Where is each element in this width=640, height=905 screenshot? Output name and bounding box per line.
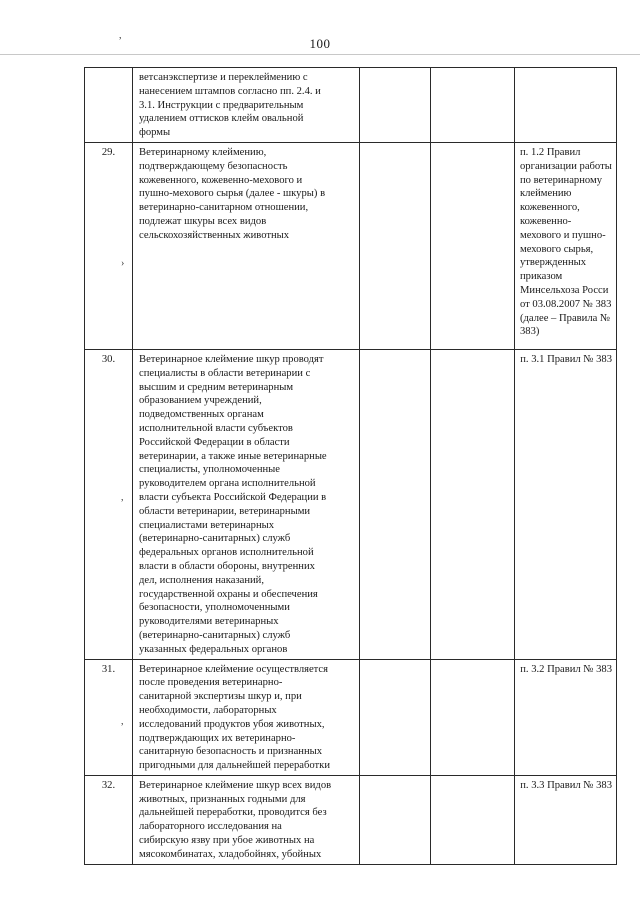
text-line: подтверждающих их ветеринарно- <box>139 732 296 744</box>
empty-cell <box>360 775 431 864</box>
text-line: 3.1. Инструкции с предварительным <box>139 99 304 111</box>
regulation-table <box>84 67 617 865</box>
text-line: Ветеринарное клеймение шкур всех видов <box>139 779 332 791</box>
reference-line: п. 3.3 Правил № 383 <box>520 779 612 791</box>
row-number-cell: 29. <box>85 142 133 349</box>
text-line: специалисты в области ветеринарии с <box>139 367 311 379</box>
scan-mark: , <box>121 492 124 503</box>
text-line: ветеринарии, а также иные ветеринарные <box>139 450 327 462</box>
reference-line: мехового и пушно- <box>520 229 606 241</box>
text-line: Ветеринарное клеймение осуществляется <box>139 663 329 675</box>
text-line: исследований продуктов убоя животных, <box>139 718 325 730</box>
empty-cell <box>431 659 515 775</box>
text-line: руководителем органа исполнительной <box>139 478 316 490</box>
text-line: исполнительной власти субъектов <box>139 422 293 434</box>
table-row <box>85 142 617 349</box>
empty-cell <box>431 142 515 349</box>
empty-cell <box>431 349 515 659</box>
text-line: необходимости, лабораторных <box>139 704 277 716</box>
reference-line: клеймению <box>520 188 572 200</box>
scan-mark: , <box>121 716 124 727</box>
reference-cell <box>515 659 617 775</box>
table-row-continuation <box>85 68 617 143</box>
empty-cell <box>360 349 431 659</box>
text-line: кожевенного, кожевенно-мехового и <box>139 174 303 186</box>
text-line: специалистами ветеринарных <box>139 519 275 531</box>
reference-line: от 03.08.2007 № 383 <box>520 298 612 310</box>
text-line: указанных федеральных органов <box>139 643 288 655</box>
text-line: специалисты, уполномоченные <box>139 464 280 476</box>
row-number-cell: 30. <box>85 349 133 659</box>
page-number: 100 <box>309 36 331 51</box>
table-row <box>85 349 617 659</box>
row-number-cell: 31. <box>85 659 133 775</box>
text-line: федеральных органов исполнительной <box>139 547 314 559</box>
requirement-text-cell <box>133 775 360 864</box>
reference-line: п. 3.1 Правил № 383 <box>520 353 612 365</box>
text-line: формы <box>139 127 171 139</box>
row-number-cell: 32. <box>85 775 133 864</box>
reference-line: (далее – Правила № <box>520 312 611 324</box>
reference-line: мехового сырья, <box>520 243 594 255</box>
scan-mark: , <box>119 30 122 41</box>
reference-line: 383) <box>520 326 540 338</box>
text-line: власти субъекта Российской Федерации в <box>139 491 327 503</box>
text-line: нанесением штампов согласно пп. 2.4. и <box>139 85 321 97</box>
reference-cell <box>515 68 617 143</box>
requirement-text-cell <box>133 349 360 659</box>
reference-line: п. 1.2 Правил <box>520 146 581 158</box>
reference-line: кожевенно- <box>520 215 572 227</box>
requirement-text-cell <box>133 68 360 143</box>
empty-cell <box>431 68 515 143</box>
text-line: санитарную безопасность и признанных <box>139 746 323 758</box>
text-line: дел, исполнения наказаний, <box>139 574 264 586</box>
reference-line: организации работы <box>520 160 612 172</box>
text-line: санитарной экспертизы шкур и, при <box>139 691 302 703</box>
scan-mark: › <box>121 258 125 269</box>
text-line: ветсанэкспертизе и переклеймению с <box>139 72 308 83</box>
text-line: (ветеринарно-санитарных) служб <box>139 533 291 545</box>
text-line: удалением оттисков клейм овальной <box>139 113 304 125</box>
text-line: ветеринарно-санитарном отношении, <box>139 202 309 214</box>
text-line: образованием учреждений, <box>139 395 262 407</box>
table-row <box>85 775 617 864</box>
text-line: высшим и средним ветеринарным <box>139 381 294 393</box>
text-line: (ветеринарно-санитарных) служб <box>139 629 291 641</box>
text-line: власти в области обороны, внутренних <box>139 560 315 572</box>
requirement-text-cell <box>133 142 360 349</box>
text-line: подтверждающему безопасность <box>139 160 288 172</box>
table-row <box>85 659 617 775</box>
text-line: безопасности, уполномоченными <box>139 602 290 614</box>
text-line: мясокомбинатах, хладобойнях, убойных <box>139 848 322 860</box>
empty-cell <box>360 142 431 349</box>
reference-line: приказом <box>520 271 563 283</box>
text-line: государственной охраны и обеспечения <box>139 588 318 600</box>
text-line: животных, признанных годными для <box>139 793 306 805</box>
reference-line: кожевенного, <box>520 202 580 214</box>
text-line: подлежат шкуры всех видов <box>139 215 267 227</box>
top-rule <box>0 54 640 55</box>
empty-cell <box>360 659 431 775</box>
requirement-text-cell <box>133 659 360 775</box>
text-line: дальнейшей переработки, проводится без <box>139 807 327 819</box>
text-line: лабораторного исследования на <box>139 821 282 833</box>
text-line: сельскохозяйственных животных <box>139 229 290 241</box>
row-number-cell <box>85 68 133 143</box>
text-line: области ветеринарии, ветеринарными <box>139 505 311 517</box>
reference-line: по ветеринарному <box>520 174 602 186</box>
reference-line: Минсельхоза Росси <box>520 284 609 296</box>
text-line: Ветеринарное клеймение шкур проводят <box>139 353 324 365</box>
empty-cell <box>360 68 431 143</box>
text-line: пушно-мехового сырья (далее - шкуры) в <box>139 188 326 200</box>
text-line: руководителями ветеринарных <box>139 616 279 628</box>
text-line: Российской Федерации в области <box>139 436 290 448</box>
text-line: после проведения ветеринарно- <box>139 677 283 689</box>
reference-cell <box>515 775 617 864</box>
reference-cell <box>515 349 617 659</box>
text-line: пригодными для дальнейшей переработки <box>139 760 330 772</box>
reference-line: утвержденных <box>520 257 587 269</box>
text-line: подведомственных органам <box>139 409 264 421</box>
reference-line: п. 3.2 Правил № 383 <box>520 663 612 675</box>
reference-cell <box>515 142 617 349</box>
text-line: Ветеринарному клеймению, <box>139 146 267 158</box>
empty-cell <box>431 775 515 864</box>
text-line: сибирскую язву при убое животных на <box>139 835 315 847</box>
